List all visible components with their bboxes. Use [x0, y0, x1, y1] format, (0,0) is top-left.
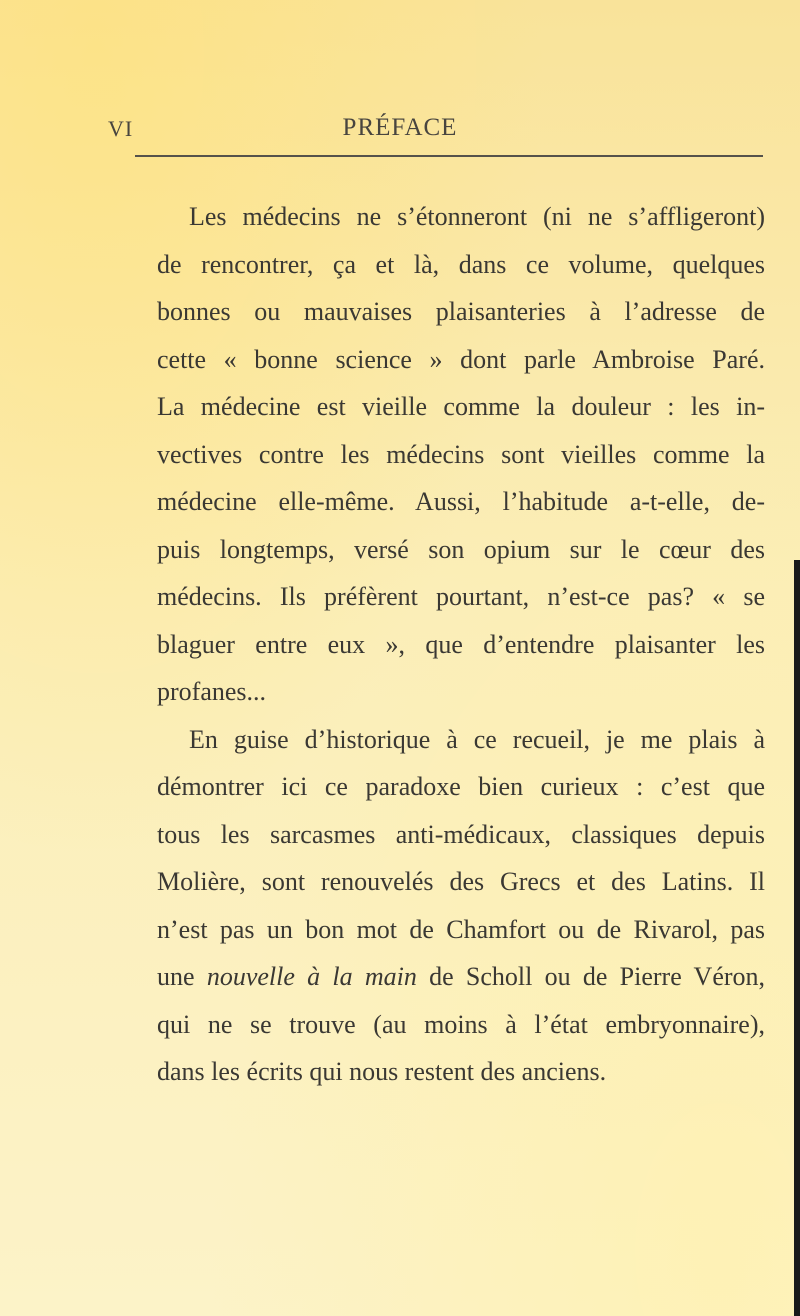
text-line-mixed [125, 953, 765, 1001]
text-line: vectives contre les médecins sont vieilles comme la [157, 439, 765, 469]
text-line: médecine elle-même. Aussi, l’habitude a-t-elle, de- [157, 487, 765, 516]
body-text [125, 193, 765, 1096]
page-number: VI [108, 116, 134, 141]
text-fragment: une [157, 962, 195, 991]
text-line: qui ne se trouve (au moins à l’état embryonnaire), [157, 1009, 765, 1039]
paragraph-2 [125, 716, 765, 1096]
text-line: tous les sarcasmes anti-médicaux, classiques depuis [157, 819, 765, 849]
text-line: Molière, sont renouvelés des Grecs et des Latins. Il [157, 867, 765, 896]
text-line: profanes... [157, 677, 267, 706]
italic-phrase: nouvelle à la main [206, 962, 417, 991]
text-line: bonnes ou mauvaises plaisanteries à l’adresse de [157, 297, 765, 326]
text-fragment: de Scholl ou de Pierre Véron, [429, 962, 766, 991]
paragraph-1 [125, 193, 765, 716]
text-line: n’est pas un bon mot de Chamfort ou de Rivarol, pas [157, 914, 765, 944]
text-line: dans les écrits qui nous restent des anciens. [157, 1057, 607, 1086]
page-edge-shadow [794, 560, 800, 1316]
header-rule [135, 155, 763, 157]
text-line: démontrer ici ce paradoxe bien curieux : c’est que [157, 772, 765, 801]
text-line: puis longtemps, versé son opium sur le cœur des [157, 534, 765, 564]
text-line: médecins. Ils préfèrent pourtant, n’est-ce pas? « se [157, 582, 765, 611]
page-header [0, 110, 800, 160]
text-line: Les médecins ne s’étonneront (ni ne s’affligeront) [189, 202, 765, 231]
running-title: PRÉFACE [342, 114, 458, 141]
text-line: de rencontrer, ça et là, dans ce volume, quelques [157, 249, 765, 279]
text-line: cette « bonne science » dont parle Ambroise Paré. [157, 344, 765, 374]
text-line: La médecine est vieille comme la douleur : les in- [157, 392, 765, 421]
text-line: En guise d’historique à ce recueil, je me plais à [189, 724, 765, 754]
text-line: blaguer entre eux », que d’entendre plaisanter les [157, 629, 765, 659]
